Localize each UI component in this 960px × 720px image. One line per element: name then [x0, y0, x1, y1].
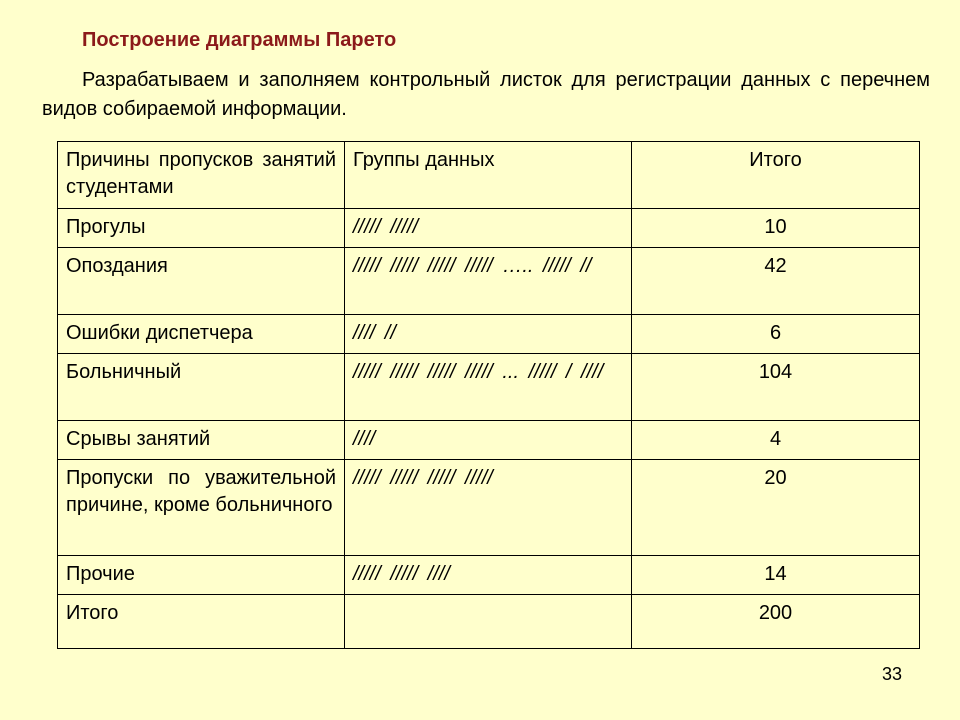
header-causes: Причины пропусков занятий студентами	[58, 142, 345, 209]
intro-paragraph: Разрабатываем и заполняем контрольный листок для регистрации данных с перечнем видов собираемой информации.	[42, 69, 930, 120]
header-data-groups: Группы данных	[345, 142, 632, 209]
tally-cell: ///// /////	[345, 209, 632, 248]
cause-cell: Опоздания	[58, 248, 345, 315]
table-total-row	[58, 595, 920, 649]
table-row	[58, 556, 920, 595]
table-row	[58, 209, 920, 248]
tally-cell: //// //	[345, 315, 632, 354]
cause-cell: Итого	[58, 595, 345, 649]
cause-cell: Прогулы	[58, 209, 345, 248]
cause-cell: Ошибки диспетчера	[58, 315, 345, 354]
tally-cell: ///// ///// ///// /////	[345, 460, 632, 556]
total-cell: 200	[632, 595, 920, 649]
total-cell: 20	[632, 460, 920, 556]
total-cell: 42	[632, 248, 920, 315]
table-row	[58, 460, 920, 556]
header-total: Итого	[632, 142, 920, 209]
tally-cell: ///// ///// ////	[345, 556, 632, 595]
total-cell: 4	[632, 421, 920, 460]
table-row	[58, 421, 920, 460]
total-cell: 6	[632, 315, 920, 354]
total-cell: 104	[632, 354, 920, 421]
tally-cell: ////	[345, 421, 632, 460]
cause-cell: Пропуски по уважительной причине, кроме больничного	[58, 460, 345, 556]
tally-cell: ///// ///// ///// ///// ... ///// / ////	[345, 354, 632, 421]
check-sheet-table	[57, 141, 920, 649]
table-row	[58, 354, 920, 421]
slide-title: Построение диаграммы Парето	[82, 29, 397, 51]
total-cell: 14	[632, 556, 920, 595]
cause-cell: Прочие	[58, 556, 345, 595]
table-row	[58, 315, 920, 354]
table-header-row	[58, 142, 920, 209]
tally-cell	[345, 595, 632, 649]
page-number: 33	[881, 664, 902, 684]
table-row	[58, 248, 920, 315]
total-cell: 10	[632, 209, 920, 248]
cause-cell: Срывы занятий	[58, 421, 345, 460]
tally-cell: ///// ///// ///// ///// ….. ///// //	[345, 248, 632, 315]
cause-cell: Больничный	[58, 354, 345, 421]
